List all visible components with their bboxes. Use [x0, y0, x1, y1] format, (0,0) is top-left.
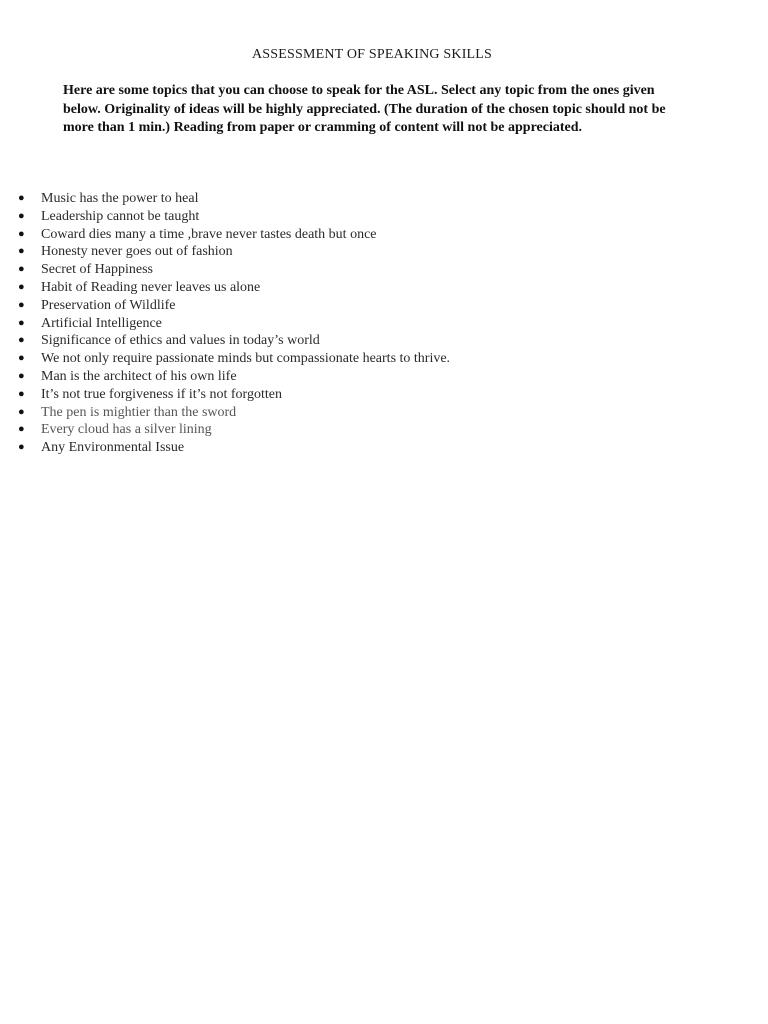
bullet-icon: ●: [18, 245, 25, 258]
bullet-icon: ●: [18, 405, 25, 418]
topic-text: Honesty never goes out of fashion: [41, 244, 233, 260]
topic-text: Leadership cannot be taught: [41, 208, 200, 224]
instructions-paragraph: Here are some topics that you can choose to speak for the ASL. Select any topic from the ones given below. Originality of ideas will be highly appreciated. (The duration of the chosen topic should not be more than 1 min.) Reading from paper or cramming of content will not be appreciated.: [63, 83, 666, 135]
topic-text: Music has the power to heal: [41, 191, 199, 206]
bullet-icon: ●: [18, 369, 25, 382]
bullet-icon: ●: [18, 280, 25, 293]
bullet-icon: ●: [18, 209, 25, 222]
topic-text: Significance of ethics and values in today’s world: [41, 333, 320, 349]
bullet-icon: ●: [18, 316, 25, 329]
topic-text: Habit of Reading never leaves us alone: [41, 279, 261, 295]
bullet-icon: ●: [18, 352, 25, 365]
topic-text: Preservation of Wildlife: [41, 297, 176, 313]
topic-text: Any Environmental Issue: [41, 440, 185, 456]
topic-text: The pen is mightier than the sword: [41, 404, 237, 420]
bullet-icon: ●: [18, 298, 25, 311]
topic-text: Every cloud has a silver lining: [41, 422, 212, 438]
topic-text: Artificial Intelligence: [41, 315, 162, 331]
bullet-icon: ●: [18, 263, 25, 276]
topic-text: Man is the architect of his own life: [41, 368, 237, 384]
bullet-icon: ●: [18, 192, 25, 204]
bullet-icon: ●: [18, 387, 25, 400]
topic-text: We not only require passionate minds but compassionate hearts to thrive.: [41, 351, 451, 367]
topic-text: It’s not true forgiveness if it’s not forgotten: [41, 386, 282, 402]
bullet-icon: ●: [18, 227, 25, 240]
bullet-icon: ●: [18, 334, 25, 347]
topic-text: Coward dies many a time ,brave never tastes death but once: [41, 226, 377, 242]
bullet-icon: ●: [18, 441, 25, 454]
page-title: ASSESSMENT OF SPEAKING SKILLS: [251, 47, 493, 62]
topic-text: Secret of Happiness: [41, 262, 153, 278]
bullet-icon: ●: [18, 423, 25, 436]
